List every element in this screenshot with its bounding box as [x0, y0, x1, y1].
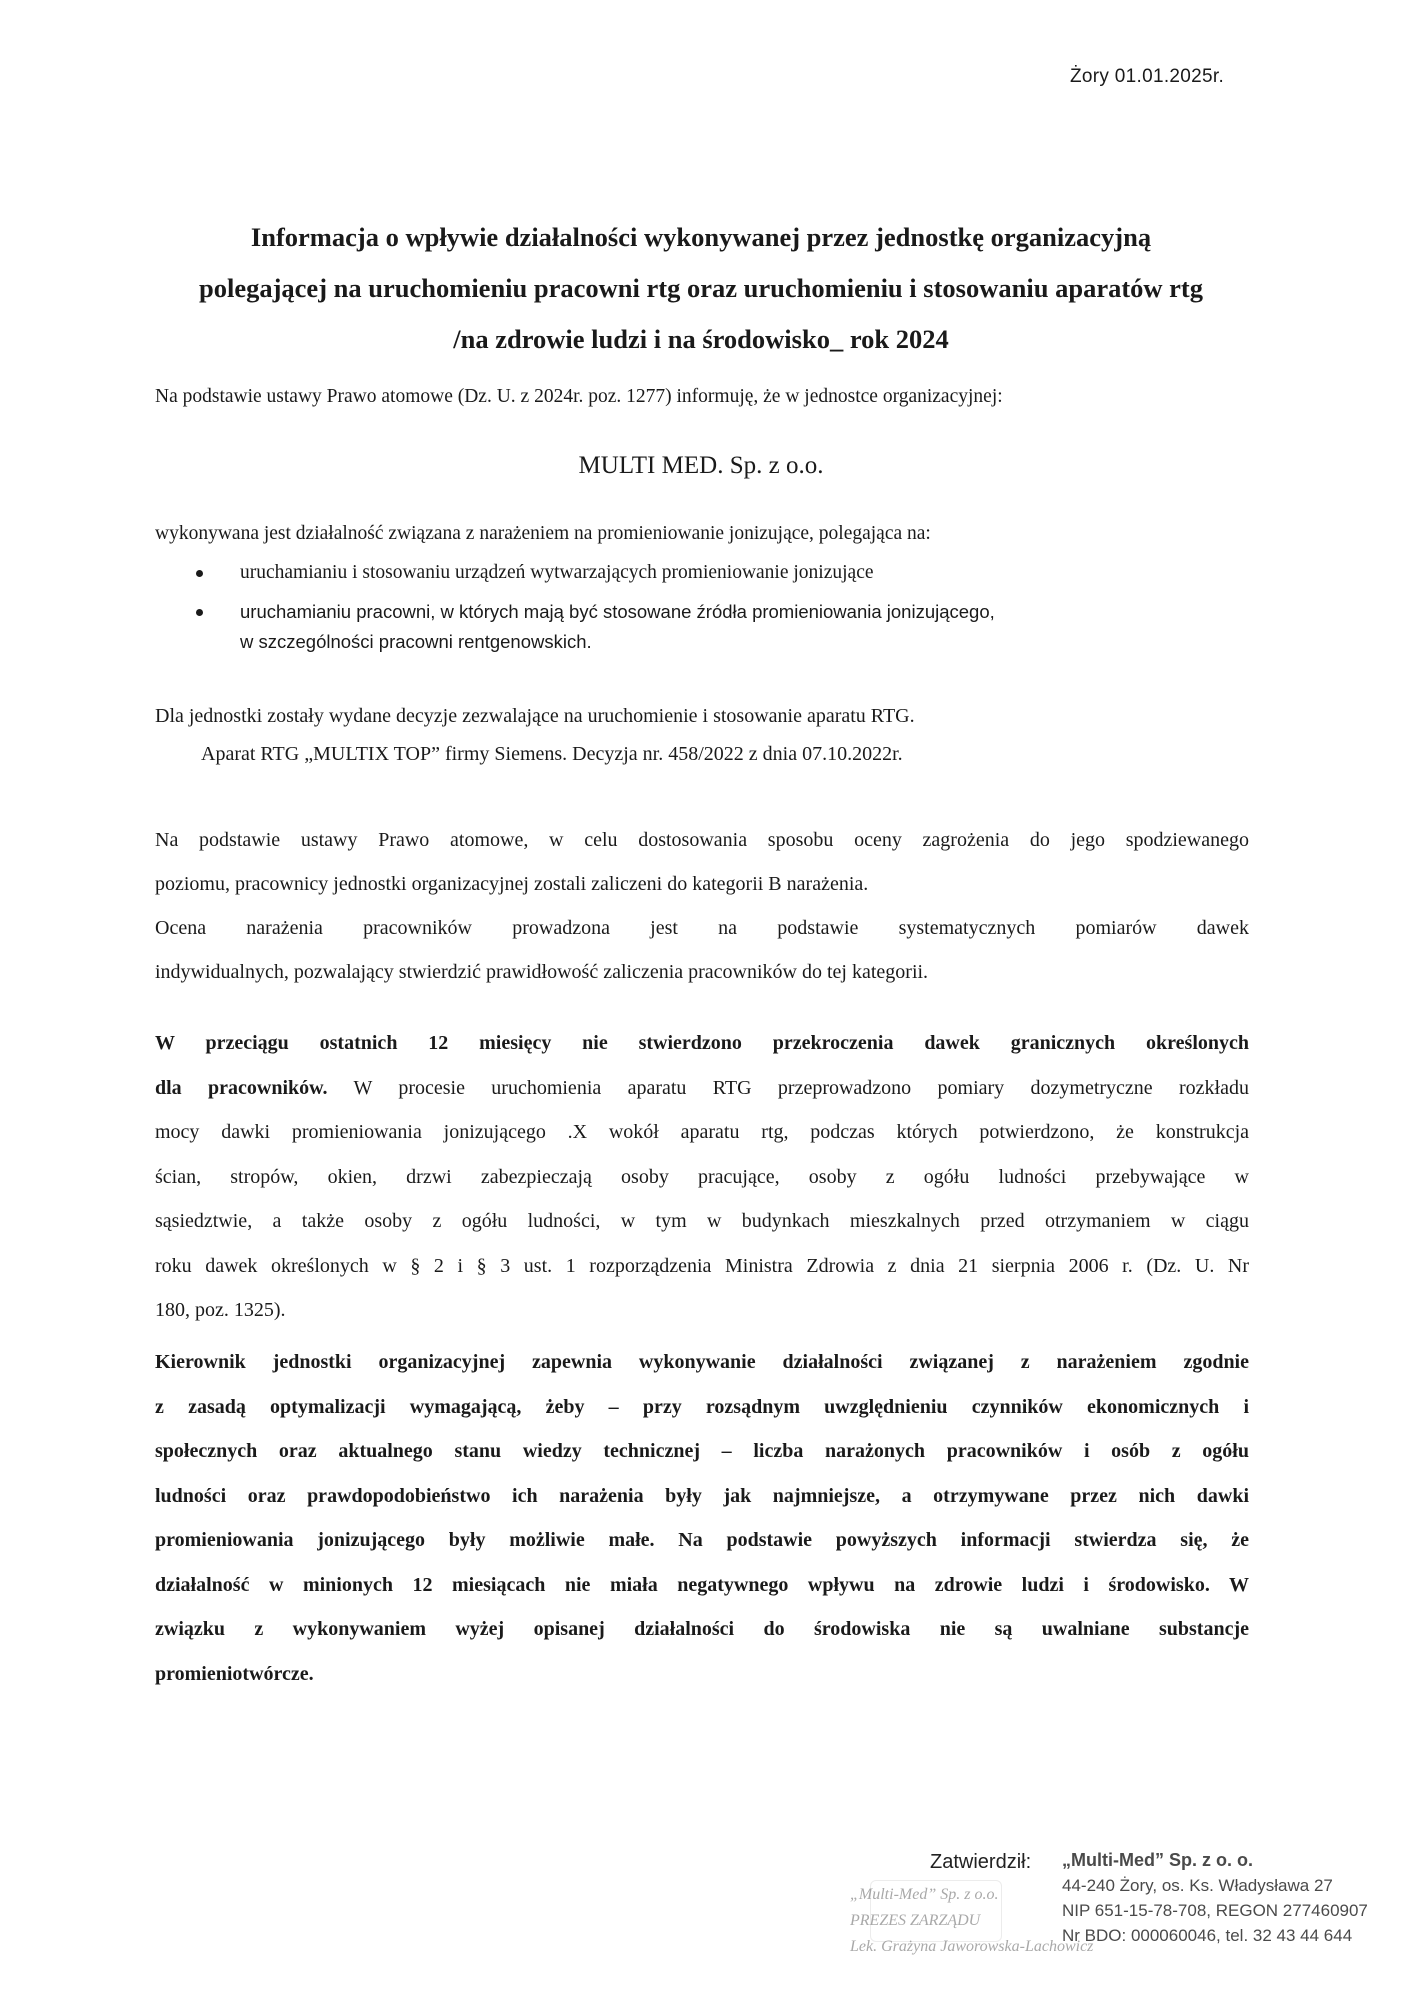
bullet-icon [196, 570, 203, 577]
stamp-tax-line: NIP 651-15-78-708, REGON 277460907 [1062, 1901, 1368, 1920]
paragraph-line-rest: W procesie uruchomienia aparatu RTG przeprowadzono pomiary dozymetryczne rozkładu [327, 1076, 1249, 1099]
activity-text: wykonywana jest działalność związana z narażeniem na promieniowanie jonizujące, polegająca na: [155, 523, 931, 544]
paragraph-line: sąsiedztwie, a także osoby z ogółu ludności, w tym w budynkach mieszkalnych przed otrzymaniem w ciągu [155, 1210, 1249, 1232]
paragraph-line: roku dawek określonych w § 2 i § 3 ust. 1 rozporządzenia Ministra Zdrowia z dnia 21 sierpnia 2006 r. (Dz. U. Nr [155, 1254, 1249, 1277]
paragraph-line: promieniotwórcze. [155, 1662, 314, 1685]
paragraph-line: działalność w minionych 12 miesiącach nie miała negatywnego wpływu na zdrowie ludzi i środowisko. W [155, 1573, 1249, 1596]
paragraph-line: społecznych oraz aktualnego stanu wiedzy technicznej – liczba narażonych pracowników i osób z ogółu [155, 1440, 1249, 1462]
faint-stamp-line: Lek. Grażyna Jaworowska-Lachowicz [850, 1938, 1094, 1955]
decision-line-1: Dla jednostki zostały wydane decyzje zezwalające na uruchomienie i stosowanie aparatu RTG. [155, 705, 915, 727]
paragraph-line: ludności oraz prawdopodobieństwo ich narażenia były jak najmniejsze, a otrzymywane przez nich dawki [155, 1484, 1249, 1507]
company-stamp [1062, 1848, 1368, 1948]
document-date: Żory 01.01.2025r. [1070, 66, 1225, 87]
title-line-3: /na zdrowie ludzi i na środowisko_ rok 2024 [453, 324, 949, 354]
stamp-bdo-line: Nr BDO: 000060046, tel. 32 43 44 644 [1062, 1926, 1353, 1945]
paragraph-line: indywidualnych, pozwalający stwierdzić prawidłowość zaliczenia pracowników do tej kategorii. [155, 961, 929, 983]
title-line-1: Informacja o wpływie działalności wykonywanej przez jednostkę organizacyjną [250, 222, 1152, 252]
bullet-icon [196, 609, 203, 616]
paragraph-line-bold: W przeciągu ostatnich 12 miesięcy nie stwierdzono przekroczenia dawek granicznych określonych [155, 1032, 1249, 1054]
stamp-address-line: 44-240 Żory, os. Ks. Władysława 27 [1062, 1876, 1333, 1895]
intro-text: Na podstawie ustawy Prawo atomowe (Dz. U. z 2024r. poz. 1277) informuję, że w jednostce organizacyjnej: [155, 386, 1003, 407]
activity-list [196, 558, 1236, 666]
paragraph-dose-limits [155, 1021, 1249, 1333]
approval-label [930, 1850, 1031, 1874]
decision-line-2: Aparat RTG „MULTIX TOP” firmy Siemens. Decyzja nr. 458/2022 z dnia 07.10.2022r. [201, 743, 903, 765]
bold-phrase: dla pracowników. [155, 1076, 328, 1099]
paragraph-line: Ocena narażenia pracowników prowadzona jest na podstawie systematycznych pomiarów dawek [155, 917, 1249, 939]
paragraph-exposure-category [155, 818, 1249, 994]
paragraph-line: związku z wykonywaniem wyżej opisanej działalności do środowiska nie są uwalniane substancje [155, 1618, 1249, 1640]
faint-stamp-line: „Multi-Med” Sp. z o.o. [850, 1886, 999, 1903]
list-item [196, 558, 1236, 588]
paragraph-line: z zasadą optymalizacji wymagającą, żeby – przy rozsądnym uwzględnieniu czynników ekonomicznych i [155, 1395, 1249, 1418]
approved-by-label: Zatwierdził: [930, 1851, 1032, 1873]
paragraph-line: mocy dawki promieniowania jonizującego .X wokół aparatu rtg, podczas których potwierdzono, że konstrukcja [155, 1121, 1249, 1143]
list-item-text: uruchamianiu i stosowaniu urządzeń wytwarzających promieniowanie jonizujące [240, 562, 874, 583]
paragraph-line: Kierownik jednostki organizacyjnej zapewnia wykonywanie działalności związanej z narażeniem zgodnie [155, 1351, 1249, 1373]
paragraph-line: poziomu, pracownicy jednostki organizacyjnej zostali zaliczeni do kategorii B narażenia. [155, 873, 869, 895]
paragraph-line [155, 1066, 1249, 1111]
title-line-2: polegającej na uruchomieniu pracowni rtg oraz uruchomieniu i stosowaniu aparatów rtg [198, 273, 1204, 303]
list-item-text-continued: w szczególności pracowni rentgenowskich. [240, 631, 592, 652]
decision-block [155, 697, 915, 773]
list-item [196, 597, 1236, 657]
stamp-company-line: „Multi-Med” Sp. z o. o. [1062, 1850, 1253, 1870]
paragraph-line: promieniowania jonizującego były możliwie małe. Na podstawie powyższych informacji stwierdza się, że [155, 1529, 1249, 1551]
paragraph-line: Na podstawie ustawy Prawo atomowe, w celu dostosowania sposobu oceny zagrożenia do jego spodziewanego [155, 829, 1249, 851]
company-name: MULTI MED. Sp. z o.o. [578, 452, 824, 479]
document-title [140, 212, 1262, 365]
paragraph-optimization [155, 1340, 1249, 1696]
list-item-text: uruchamianiu pracowni, w których mają być stosowane źródła promieniowania jonizującego, [240, 601, 995, 622]
faint-signature-stamp [850, 1882, 1093, 1960]
paragraph-line: 180, poz. 1325). [155, 1299, 286, 1321]
faint-stamp-line: PREZES ZARZĄDU [850, 1912, 981, 1929]
paragraph-line: ścian, stropów, okien, drzwi zabezpieczają osoby pracujące, osoby z ogółu ludności przebywające w [155, 1165, 1249, 1188]
